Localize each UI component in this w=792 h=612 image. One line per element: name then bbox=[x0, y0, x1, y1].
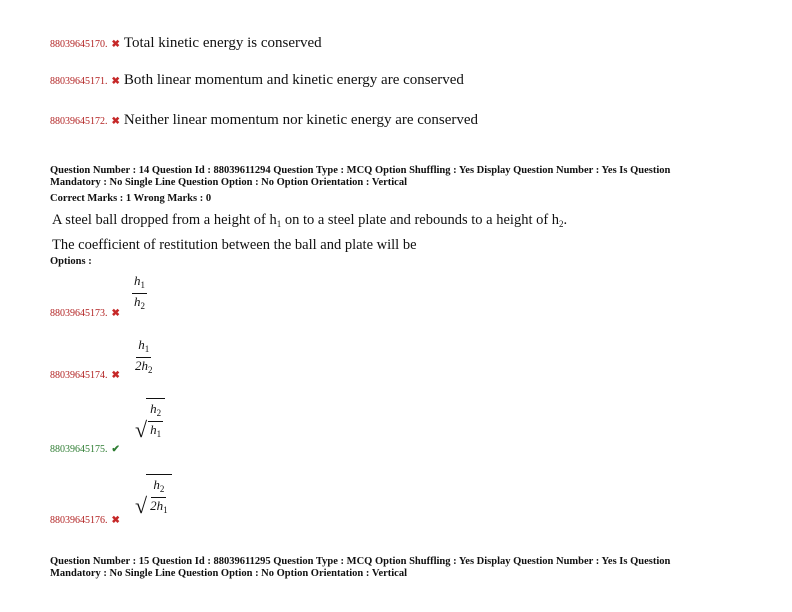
coef: 2 bbox=[150, 498, 157, 513]
option-id: 88039645171. bbox=[50, 76, 108, 87]
option-row[interactable] bbox=[50, 510, 120, 528]
numerator bbox=[136, 338, 151, 358]
option-text: Both linear momentum and kinetic energy are conserved bbox=[123, 72, 464, 88]
var: h bbox=[138, 337, 145, 352]
fraction bbox=[148, 402, 163, 441]
question-text bbox=[52, 212, 567, 229]
denominator bbox=[132, 294, 147, 313]
subscript: 1 bbox=[140, 280, 145, 290]
subscript: 2 bbox=[140, 301, 145, 311]
radical-icon: √ bbox=[135, 417, 148, 442]
var: h bbox=[150, 422, 157, 437]
radical-icon: √ bbox=[135, 493, 148, 518]
subscript: 1 bbox=[144, 344, 150, 354]
radicand bbox=[146, 474, 172, 517]
coef: 2 bbox=[135, 358, 142, 373]
meta-line: Question Number : 15 Question Id : 88039611295 Question Type : MCQ Option Shuffling : Yes Display Question Number : Yes Is Question bbox=[50, 556, 671, 567]
question-text-part: . bbox=[563, 212, 568, 228]
option-formula bbox=[132, 272, 147, 313]
subscript: 2 bbox=[159, 484, 165, 494]
question-text-part: A steel ball dropped from a height of h bbox=[52, 212, 277, 228]
options-label: Options : bbox=[50, 256, 92, 267]
subscript: 2 bbox=[148, 365, 153, 375]
var: h bbox=[150, 401, 157, 416]
numerator bbox=[132, 274, 147, 294]
option-row[interactable] bbox=[50, 365, 120, 383]
option-text: Total kinetic energy is conserved bbox=[123, 35, 322, 51]
cross-icon: ✖ bbox=[111, 370, 120, 381]
marks-info: Correct Marks : 1 Wrong Marks : 0 bbox=[50, 193, 212, 204]
var: h bbox=[134, 294, 141, 309]
cross-icon: ✖ bbox=[111, 39, 120, 50]
option-formula bbox=[135, 474, 172, 517]
option-row[interactable] bbox=[50, 439, 120, 457]
var: h bbox=[153, 477, 160, 492]
numerator bbox=[148, 402, 163, 422]
meta-line: Mandatory : No Single Line Question Option : No Option Orientation : Vertical bbox=[50, 568, 408, 579]
option-id: 88039645175. bbox=[50, 444, 108, 455]
cross-icon: ✖ bbox=[111, 515, 120, 526]
question-text: The coefficient of restitution between the ball and plate will be bbox=[52, 237, 417, 253]
cross-icon: ✖ bbox=[111, 76, 120, 87]
subscript: 2 bbox=[156, 408, 162, 418]
denominator bbox=[148, 498, 170, 517]
var: h bbox=[156, 498, 164, 513]
question-meta bbox=[50, 165, 740, 189]
option-id: 88039645170. bbox=[50, 39, 108, 50]
denominator bbox=[133, 358, 155, 377]
radicand bbox=[146, 398, 165, 441]
option-row bbox=[50, 111, 478, 129]
question-text-part: on to a steel plate and rebounds to a height of h bbox=[281, 212, 560, 228]
option-formula bbox=[135, 398, 165, 441]
fraction bbox=[133, 338, 155, 377]
question-meta bbox=[50, 556, 740, 580]
denominator bbox=[148, 422, 163, 441]
cross-icon: ✖ bbox=[111, 116, 120, 127]
option-text: Neither linear momentum nor kinetic energy are conserved bbox=[123, 112, 479, 128]
fraction bbox=[148, 478, 170, 517]
numerator bbox=[151, 478, 166, 498]
fraction bbox=[132, 274, 147, 313]
option-row[interactable] bbox=[50, 303, 120, 321]
meta-line: Mandatory : No Single Line Question Option : No Option Orientation : Vertical bbox=[50, 177, 408, 188]
option-id: 88039645174. bbox=[50, 370, 108, 381]
cross-icon: ✖ bbox=[111, 308, 120, 319]
subscript: 1 bbox=[276, 219, 282, 229]
var: h bbox=[141, 358, 148, 373]
subscript: 1 bbox=[163, 505, 168, 515]
option-row bbox=[50, 34, 322, 52]
option-row bbox=[50, 71, 464, 89]
meta-line: Question Number : 14 Question Id : 88039611294 Question Type : MCQ Option Shuffling : Yes Display Question Number : Yes Is Question bbox=[50, 165, 671, 176]
var: h bbox=[134, 273, 141, 288]
option-id: 88039645173. bbox=[50, 308, 108, 319]
option-formula bbox=[133, 336, 155, 377]
option-id: 88039645176. bbox=[50, 515, 108, 526]
check-icon: ✔ bbox=[111, 444, 120, 455]
option-id: 88039645172. bbox=[50, 116, 108, 127]
subscript: 1 bbox=[156, 429, 162, 439]
subscript: 2 bbox=[559, 219, 564, 229]
